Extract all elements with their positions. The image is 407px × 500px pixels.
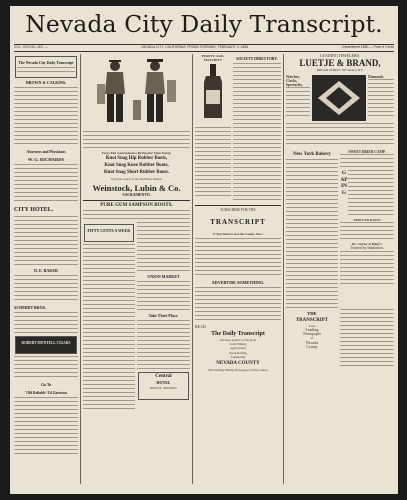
ad-cigars-box (15, 336, 77, 354)
text-block (233, 63, 281, 203)
text-block (137, 320, 190, 370)
jewelry-emblem (312, 75, 366, 121)
society-directory (233, 54, 281, 203)
masthead-rule-bottom (14, 51, 394, 52)
ad-schmidt: SCHMIDT BROS. (14, 305, 46, 310)
jewelers-left (286, 75, 310, 121)
boots-line-2: Knot Snag Knee Rubber Boots, (104, 163, 169, 169)
text-block (137, 222, 190, 272)
text-block (14, 275, 78, 303)
boots-line-1: Knot Snag Hip Rubber Boots, (105, 156, 168, 162)
col2-sub-columns (83, 222, 190, 412)
jewelers-body (286, 75, 394, 121)
col4-mid (286, 150, 394, 309)
text-block (14, 312, 78, 334)
whiskey-ad (195, 54, 231, 203)
spectacles-label: Spectacles, (286, 83, 303, 88)
text-block (14, 164, 78, 204)
text-block (14, 397, 78, 457)
sweet-brier: SWEET BRIER CAMP. (348, 150, 386, 155)
paper-header: The Nevada City Daily Transcript (18, 61, 74, 65)
text-block (14, 356, 78, 380)
column-separator (283, 54, 284, 484)
ad-city-hotel: CITY HOTEL. (14, 207, 54, 213)
transcript-word: TRANSCRIPT (210, 218, 266, 227)
fifty-cents-box (84, 224, 134, 242)
column-separator (80, 54, 81, 484)
subscribe-line: SUBSCRIBE FOR THE (220, 208, 256, 212)
text-block (340, 222, 394, 242)
col4-bottom (286, 309, 394, 367)
county-word: County (306, 343, 318, 349)
read-word: READ (195, 324, 206, 330)
take-their-place: Take Their Place. (148, 313, 179, 319)
firm-city: SACRAMENTO. (122, 193, 151, 198)
keep-posted: and keep posted on the great (219, 338, 257, 343)
jewelers-firm: LUETJE & BRAND, (299, 58, 381, 69)
bottle-icon (195, 62, 231, 122)
interest-stock: Stock Raising (229, 350, 247, 355)
column-2 (83, 54, 190, 486)
ad-cigars: ROBERT MONTELL CIGARS (21, 341, 71, 345)
boot-men-illustration (83, 54, 190, 126)
jewelers-address: BROAD STREET, NEVADA CITY (316, 68, 364, 73)
county-news-line: If You Want to Get the County News (213, 232, 263, 237)
dateline-date: NEVADA CITY, CALIFORNIA, FRIDAY EVENING, FEBRUARY 4, 1898. (141, 45, 250, 49)
column-4 (286, 54, 394, 486)
column-1 (14, 54, 78, 486)
the-word: THE (307, 311, 317, 317)
clocks-label: Clocks, (286, 79, 298, 84)
col4-mid-left (286, 150, 338, 309)
pure-gum-heading: PURE GUM SAMPSON BOOTS. (100, 203, 173, 209)
dateline-volume: VOL. XXXVIII—NO. — (14, 45, 49, 49)
interest-agri: Agricultural (230, 346, 246, 351)
jewelers-heading: LEADING JEWELERS, (320, 54, 360, 58)
masthead-rule-top (14, 44, 394, 45)
text-block (83, 131, 190, 151)
ad-richards: W. G. RICHARDS (27, 157, 65, 162)
newspaper-word: Newspaper (303, 331, 321, 337)
col2-sub-right (137, 222, 190, 412)
purity-heading: PURITY, AGE, MATURITY (201, 54, 225, 63)
advertise-heading: ADVERTISE SOMETHING. (211, 280, 265, 286)
is-the: is the (308, 324, 316, 329)
text-block (286, 87, 310, 117)
hotel-label: HOTEL (156, 380, 171, 386)
jewelers-right (368, 75, 394, 121)
text-block (83, 244, 135, 412)
reduced-rates: REDUCED RATES (353, 218, 381, 223)
text-block (14, 216, 78, 266)
gaping-block (340, 170, 394, 218)
central-hotel-box (138, 372, 189, 400)
col3-top (195, 54, 281, 203)
text-block (83, 210, 190, 222)
inhalation: Treated by Inhalation. (350, 246, 384, 251)
text-block (195, 287, 281, 323)
interest-gold: Gold Mining (229, 342, 247, 347)
col2-sub-left (83, 222, 135, 412)
central-hotel: Central (155, 374, 172, 380)
dateline-price: Established 1860 — Price 5 Cents (342, 45, 394, 49)
text-block (348, 170, 394, 218)
boots-caption: Every Pair Guaranteed to Be Heavier Than Stamp. (101, 151, 172, 155)
boots-note: Tell your orders to the Old Place Dealer, (110, 177, 163, 182)
ad-garrison: 'Old Reliable' Ed Garrison (25, 391, 67, 395)
ad-heading: Attorneys and Physicians (26, 150, 66, 154)
society-heading: SOCIETY DIRECTORY. (236, 57, 278, 61)
leading-word: Leading (305, 327, 319, 333)
ad-baker: D. E. BAKER (34, 268, 58, 273)
union-market: UNION MARKET (147, 274, 180, 280)
text-block (340, 251, 394, 287)
masthead-title: Nevada City Daily Transcript. (25, 10, 383, 38)
text-block (286, 123, 394, 147)
text-block (340, 154, 394, 170)
text-block (14, 87, 78, 147)
interest-lumber: Lumbering (230, 354, 246, 359)
ad-go-to: Go To (40, 382, 52, 387)
transcript-promo-word: TRANSCRIPT (295, 318, 329, 324)
dateline (14, 45, 394, 49)
leading-paper: The Leading Mining Newspaper of the County. (207, 367, 269, 372)
paper-header-box (15, 56, 77, 78)
ny-bakery: New York Bakery (293, 152, 331, 158)
newspaper-page (10, 6, 398, 494)
ruby-mooney: RUBY R. MOONEY (149, 386, 178, 391)
col4-mid-right (340, 150, 394, 309)
watches-label: Watches, (286, 75, 300, 80)
text-block (368, 79, 394, 117)
gaping-word: GAPING (340, 170, 348, 196)
boots-line-3: Knot Snag Short Rubber Boots. (103, 170, 170, 176)
ad-brown-calkins: BROWN & CALKINS. (25, 80, 67, 85)
daily-transcript-ad: The Daily Transcript (211, 331, 265, 338)
of-word: of (310, 336, 314, 341)
transcript-promo (286, 309, 338, 367)
text-block (137, 281, 190, 311)
text-block (286, 159, 338, 309)
text-block (195, 127, 231, 197)
text-block (195, 238, 281, 278)
fifty-cents: FIFTY CENTS A WEEK (87, 228, 131, 234)
diamonds-label: Diamonds (368, 75, 384, 80)
nevada-county: NEVADA COUNTY (216, 360, 260, 366)
column-3 (195, 54, 281, 486)
text-block (340, 309, 394, 367)
firm-weinstock: Weinstock, Lubin & Co. (92, 183, 181, 194)
nevada-word: Nevada (305, 339, 319, 345)
column-separator (192, 54, 193, 484)
darley-baker: Drs. Darley & Baker's (351, 242, 383, 247)
